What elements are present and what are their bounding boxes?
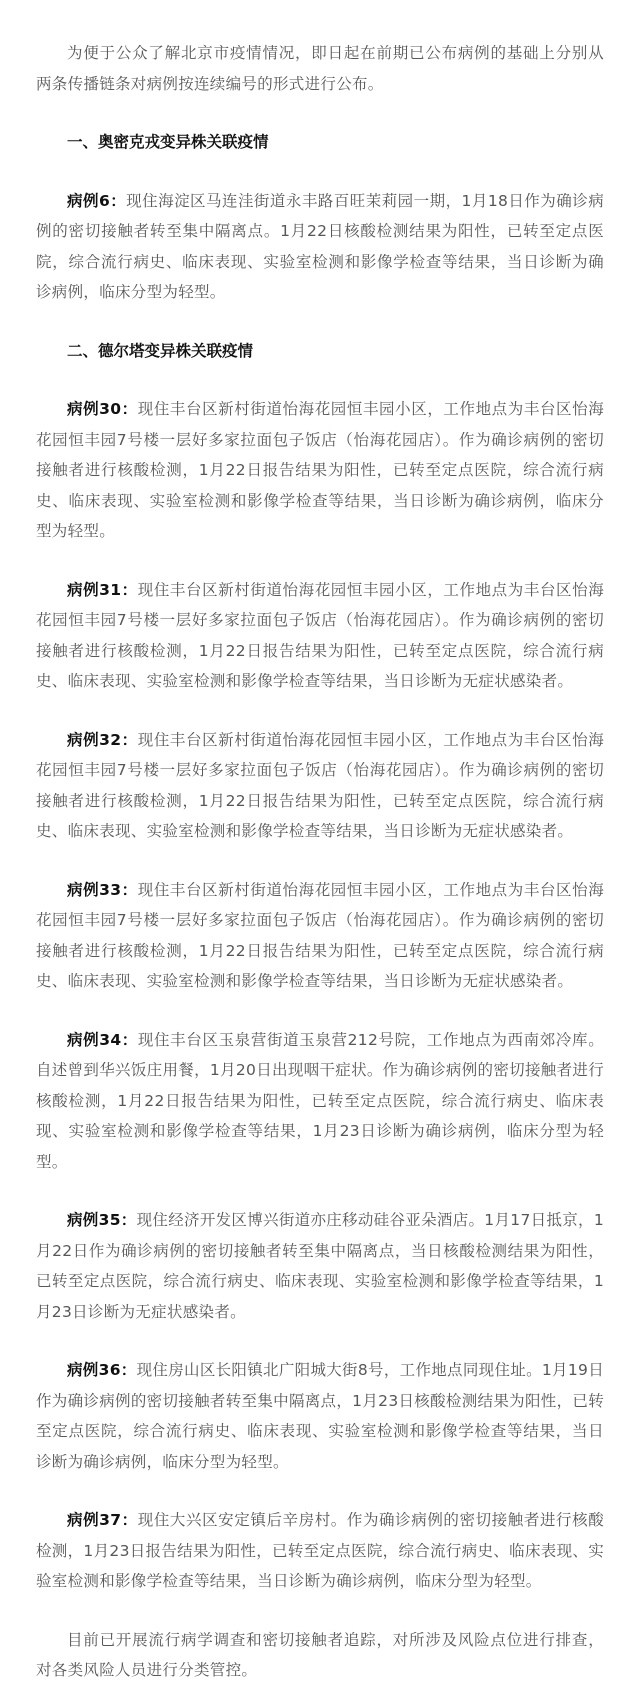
case-paragraph-34 <box>36 1025 604 1178</box>
case-paragraph-37 <box>36 1505 604 1597</box>
case-label: 病例6： <box>67 191 127 210</box>
case-label: 病例30： <box>67 400 138 418</box>
case-text: 现住丰台区新村街道怡海花园恒丰园小区，工作地点为丰台区怡海花园恒丰园7号楼一层好多家拉面包子饭店（怡海花园店）。作为确诊病例的密切接触者进行核酸检测，1月22日报告结果为阳性，已转至定点医院，综合流行病史、临床表现、实验室检测和影像学检查等结果，当日诊断为无症状感染者。 <box>36 880 605 990</box>
case-text: 现住丰台区新村街道怡海花园恒丰园小区，工作地点为丰台区怡海花园恒丰园7号楼一层好多家拉面包子饭店（怡海花园店）。作为确诊病例的密切接触者进行核酸检测，1月22日报告结果为阳性，已转至定点医院，综合流行病史、临床表现、实验室检测和影像学检查等结果，当日诊断为无症状感染者。 <box>36 580 605 690</box>
case-paragraph-30 <box>36 394 604 547</box>
case-paragraph-36 <box>36 1355 604 1477</box>
intro-paragraph: 为便于公众了解北京市疫情情况，即日起在前期已公布病例的基础上分别从两条传播链条对病例按连续编号的形式进行公布。 <box>36 44 604 93</box>
case-text: 现住经济开发区博兴街道亦庄移动硅谷亚朵酒店。1月17日抵京，1月22日作为确诊病例的密切接触者转至集中隔离点，当日核酸检测结果为阳性，已转至定点医院，综合流行病史、临床表现、实验室检测和影像学检查等结果，1月23日诊断为无症状感染者。 <box>36 1211 604 1321</box>
case-text: 现住丰台区新村街道怡海花园恒丰园小区，工作地点为丰台区怡海花园恒丰园7号楼一层好多家拉面包子饭店（怡海花园店）。作为确诊病例的密切接触者进行核酸检测，1月22日报告结果为阳性，已转至定点医院，综合流行病史、临床表现、实验室检测和影像学检查等结果，当日诊断为确诊病例，临床分型为轻型。 <box>36 400 605 540</box>
case-label: 病例35： <box>67 1211 137 1229</box>
case-text: 现住房山区长阳镇北广阳城大街8号，工作地点同现住址。1月19日作为确诊病例的密切接触者转至集中隔离点，1月23日核酸检测结果为阳性，已转至定点医院，综合流行病史、临床表现、实验室检测和影像学检查等结果，当日诊断为确诊病例，临床分型为轻型。 <box>36 1361 604 1471</box>
case-label: 病例31： <box>67 580 138 599</box>
case-text: 现住海淀区马连洼街道永丰路百旺茉莉园一期，1月18日作为确诊病例的密切接触者转至集中隔离点。1月22日核酸检测结果为阳性，已转至定点医院，综合流行病史、临床表现、实验室检测和影像学检查等结果，当日诊断为确诊病例，临床分型为轻型。 <box>36 191 604 301</box>
case-label: 病例37： <box>67 1511 138 1529</box>
case-paragraph-33 <box>36 875 604 997</box>
case-paragraph-31 <box>36 575 604 697</box>
section-heading-delta: 二、德尔塔变异株关联疫情 <box>67 341 254 360</box>
case-paragraph-6 <box>36 186 604 308</box>
case-paragraph-35 <box>36 1205 604 1327</box>
case-label: 病例33： <box>67 880 138 899</box>
closing-paragraph: 目前已开展流行病学调查和密切接触者追踪，对所涉及风险点位进行排查，对各类风险人员进行分类管控。 <box>36 1630 604 1679</box>
case-label: 病例36： <box>67 1361 137 1379</box>
section-heading-omicron: 一、奥密克戎变异株关联疫情 <box>67 133 269 151</box>
case-text: 现住大兴区安定镇后辛房村。作为确诊病例的密切接触者进行核酸检测，1月23日报告结果为阳性，已转至定点医院，综合流行病史、临床表现、实验室检测和影像学检查等结果，当日诊断为确诊病例，临床分型为轻型。 <box>36 1511 605 1590</box>
case-paragraph-32 <box>36 725 604 847</box>
case-text: 现住丰台区玉泉营街道玉泉营212号院，工作地点为西南郊冷库。自述曾到华兴饭庄用餐，1月20日出现咽干症状。作为确诊病例的密切接触者进行核酸检测，1月22日报告结果为阳性，已转至定点医院，综合流行病史、临床表现、实验室检测和影像学检查等结果，1月23日诊断为确诊病例，临床分型为轻型。 <box>36 1030 604 1171</box>
case-text: 现住丰台区新村街道怡海花园恒丰园小区，工作地点为丰台区怡海花园恒丰园7号楼一层好多家拉面包子饭店（怡海花园店）。作为确诊病例的密切接触者进行核酸检测，1月22日报告结果为阳性，已转至定点医院，综合流行病史、临床表现、实验室检测和影像学检查等结果，当日诊断为无症状感染者。 <box>36 730 605 840</box>
case-label: 病例34： <box>67 1030 138 1049</box>
case-label: 病例32： <box>67 730 138 749</box>
